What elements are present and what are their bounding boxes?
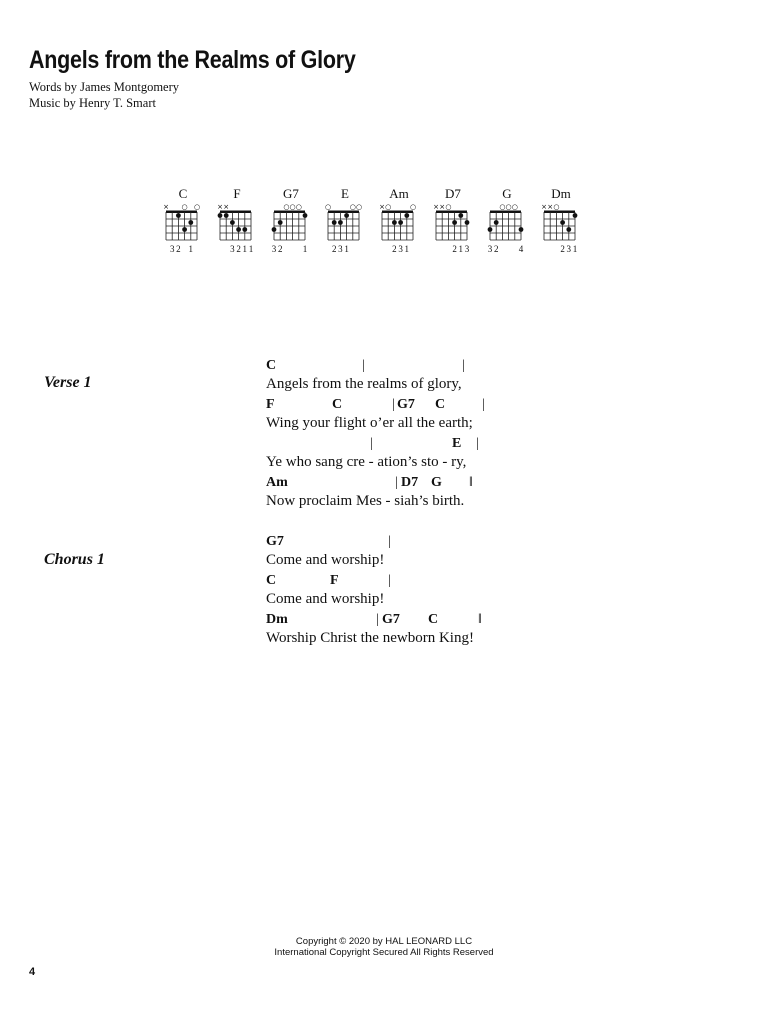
chord-symbol: G7	[382, 612, 400, 627]
open-string-marker: ○	[283, 203, 290, 211]
bar-line: |	[395, 475, 398, 490]
chord-diagram-am	[376, 186, 422, 258]
finger-number: 3	[464, 244, 470, 254]
finger-number: 1	[404, 244, 410, 254]
finger-dot	[303, 213, 308, 218]
open-string-marker: ○	[445, 203, 452, 211]
chord-symbol: D7	[401, 475, 419, 490]
finger-number: 3	[169, 244, 175, 254]
chord-row	[266, 397, 506, 415]
finger-dot	[573, 213, 578, 218]
chord-symbol: G	[431, 475, 442, 490]
chord-name: F	[233, 186, 241, 201]
finger-dot	[488, 227, 493, 232]
chord-diagram-dm	[538, 186, 584, 258]
chord-name: G7	[283, 186, 299, 201]
copyright-rights: International Copyright Secured All Rights Reserved	[274, 947, 494, 958]
chord-diagram-g7	[268, 186, 314, 258]
muted-string-marker: ×	[547, 203, 554, 211]
chord-grid	[430, 202, 476, 244]
open-string-marker: ○	[349, 203, 356, 211]
finger-number: 1	[302, 244, 308, 254]
open-string-marker: ○	[289, 203, 296, 211]
chord-symbol: G7	[397, 397, 415, 412]
chord-symbol: C	[435, 397, 446, 412]
finger-number: 2	[331, 244, 337, 254]
lyric-text: Ye who sang cre - ation’s sto - ry,	[266, 454, 467, 470]
section-label-verse: Verse 1	[44, 374, 92, 391]
chord-name: G	[502, 186, 512, 201]
lyric-text: Now proclaim Mes - siah’s birth.	[266, 493, 465, 509]
words-credit: Words by James Montgomery	[29, 80, 180, 94]
bar-line: |	[462, 358, 465, 373]
finger-dot	[236, 227, 241, 232]
chord-grid	[538, 202, 584, 244]
finger-number: 3	[230, 244, 235, 254]
chord-symbol: Dm	[266, 612, 288, 627]
chord-grid	[484, 202, 530, 244]
finger-dot	[338, 220, 343, 225]
chord-symbol: C	[332, 397, 343, 412]
chord-grid	[322, 202, 368, 244]
chord-row	[266, 612, 506, 630]
open-string-marker: ○	[295, 203, 302, 211]
finger-number: 2	[493, 244, 499, 254]
lyric-text: Come and worship!	[266, 591, 385, 607]
finger-dot	[392, 220, 397, 225]
lyric-text: Worship Christ the newborn King!	[266, 630, 474, 646]
chord-diagram-d7	[430, 186, 476, 258]
copyright-notice: Copyright © 2020 by HAL LEONARD LLC	[295, 936, 473, 947]
page-number: 4	[29, 966, 36, 978]
bar-line: |	[370, 436, 373, 451]
finger-number: 2	[176, 244, 181, 254]
chord-symbol: C	[266, 573, 277, 588]
finger-number: 2	[236, 244, 241, 254]
open-string-marker: ○	[193, 203, 201, 211]
chord-name: D7	[445, 186, 461, 201]
chord-name: E	[341, 186, 349, 201]
chord-symbol: C	[428, 612, 439, 627]
open-string-marker: ○	[181, 203, 188, 211]
open-string-marker: ○	[409, 203, 417, 211]
chord-grid	[268, 202, 314, 244]
finger-number: 2	[452, 244, 457, 254]
bar-line: |	[482, 397, 485, 412]
finger-number: 2	[560, 244, 565, 254]
chord-diagram-c	[160, 186, 206, 258]
finger-number: 1	[572, 244, 578, 254]
finger-dot	[230, 220, 235, 225]
muted-string-marker: ×	[379, 203, 385, 211]
finger-dot	[188, 220, 193, 225]
finger-dot	[224, 213, 229, 218]
finger-dot	[465, 220, 470, 225]
finger-number: 1	[458, 244, 464, 254]
chord-row	[266, 475, 506, 493]
finger-dot	[242, 227, 247, 232]
chord-symbol: Am	[266, 475, 288, 490]
chord-diagrams	[160, 186, 600, 258]
open-string-marker: ○	[499, 203, 506, 211]
section-label-chorus: Chorus 1	[44, 551, 105, 568]
lyric-text: Wing your flight o’er all the earth;	[266, 415, 473, 431]
finger-dot	[344, 213, 349, 218]
chord-symbol: C	[266, 358, 277, 373]
finger-number: 2	[392, 244, 397, 254]
chord-symbol: F	[330, 573, 339, 588]
finger-number: 3	[487, 244, 493, 254]
chord-row	[266, 358, 506, 376]
muted-string-marker: ×	[433, 203, 439, 211]
chord-diagram-g	[484, 186, 530, 258]
chord-row	[266, 436, 506, 454]
bar-line: |	[388, 573, 391, 588]
bar-line: |	[392, 397, 395, 412]
finger-dot	[494, 220, 499, 225]
music-credit: Music by Henry T. Smart	[29, 96, 156, 110]
finger-dot	[218, 213, 223, 218]
chord-symbol: G7	[266, 534, 284, 549]
finger-number: 3	[271, 244, 277, 254]
finger-dot	[182, 227, 187, 232]
song-title: Angels from the Realms of Glory	[29, 46, 356, 74]
open-string-marker: ○	[355, 203, 363, 211]
open-string-marker: ○	[505, 203, 512, 211]
muted-string-marker: ×	[439, 203, 446, 211]
finger-dot	[458, 213, 463, 218]
finger-dot	[272, 227, 277, 232]
chord-symbol: F	[266, 397, 275, 412]
muted-string-marker: ×	[541, 203, 547, 211]
bar-line: ‖	[478, 612, 482, 627]
finger-number: 3	[566, 244, 572, 254]
finger-number: 2	[277, 244, 283, 254]
chord-name: Am	[389, 186, 409, 201]
bar-line: |	[388, 534, 391, 549]
chord-grid	[160, 202, 206, 244]
finger-number: 3	[338, 244, 343, 254]
chord-row	[266, 573, 506, 591]
bar-line: |	[476, 436, 479, 451]
muted-string-marker: ×	[163, 203, 169, 211]
muted-string-marker: ×	[223, 203, 230, 211]
finger-number: 3	[398, 244, 403, 254]
finger-dot	[332, 220, 337, 225]
muted-string-marker: ×	[217, 203, 223, 211]
bar-line: |	[376, 612, 379, 627]
open-string-marker: ○	[385, 203, 392, 211]
finger-number: 1	[344, 244, 349, 254]
chord-row	[266, 534, 506, 552]
finger-dot	[452, 220, 457, 225]
finger-dot	[560, 220, 565, 225]
open-string-marker: ○	[324, 203, 332, 211]
open-string-marker: ○	[553, 203, 560, 211]
bar-line: ‖	[469, 475, 473, 490]
finger-dot	[278, 220, 283, 225]
finger-number: 1	[248, 244, 254, 254]
chord-symbol: E	[452, 436, 462, 451]
finger-dot	[566, 227, 571, 232]
finger-number: 4	[518, 244, 524, 254]
finger-dot	[519, 227, 524, 232]
chord-grid	[376, 202, 422, 244]
open-string-marker: ○	[511, 203, 518, 211]
chord-diagram-f	[214, 186, 260, 258]
chord-grid	[214, 202, 260, 244]
chord-name: C	[178, 186, 188, 201]
lyric-text: Come and worship!	[266, 552, 385, 568]
finger-dot	[176, 213, 181, 218]
bar-line: |	[362, 358, 365, 373]
finger-dot	[398, 220, 403, 225]
chord-diagram-e	[322, 186, 368, 258]
finger-number: 1	[242, 244, 248, 254]
finger-dot	[404, 213, 409, 218]
chord-name: Dm	[551, 186, 571, 201]
finger-number: 1	[188, 244, 194, 254]
lyric-text: Angels from the realms of glory,	[266, 376, 462, 392]
